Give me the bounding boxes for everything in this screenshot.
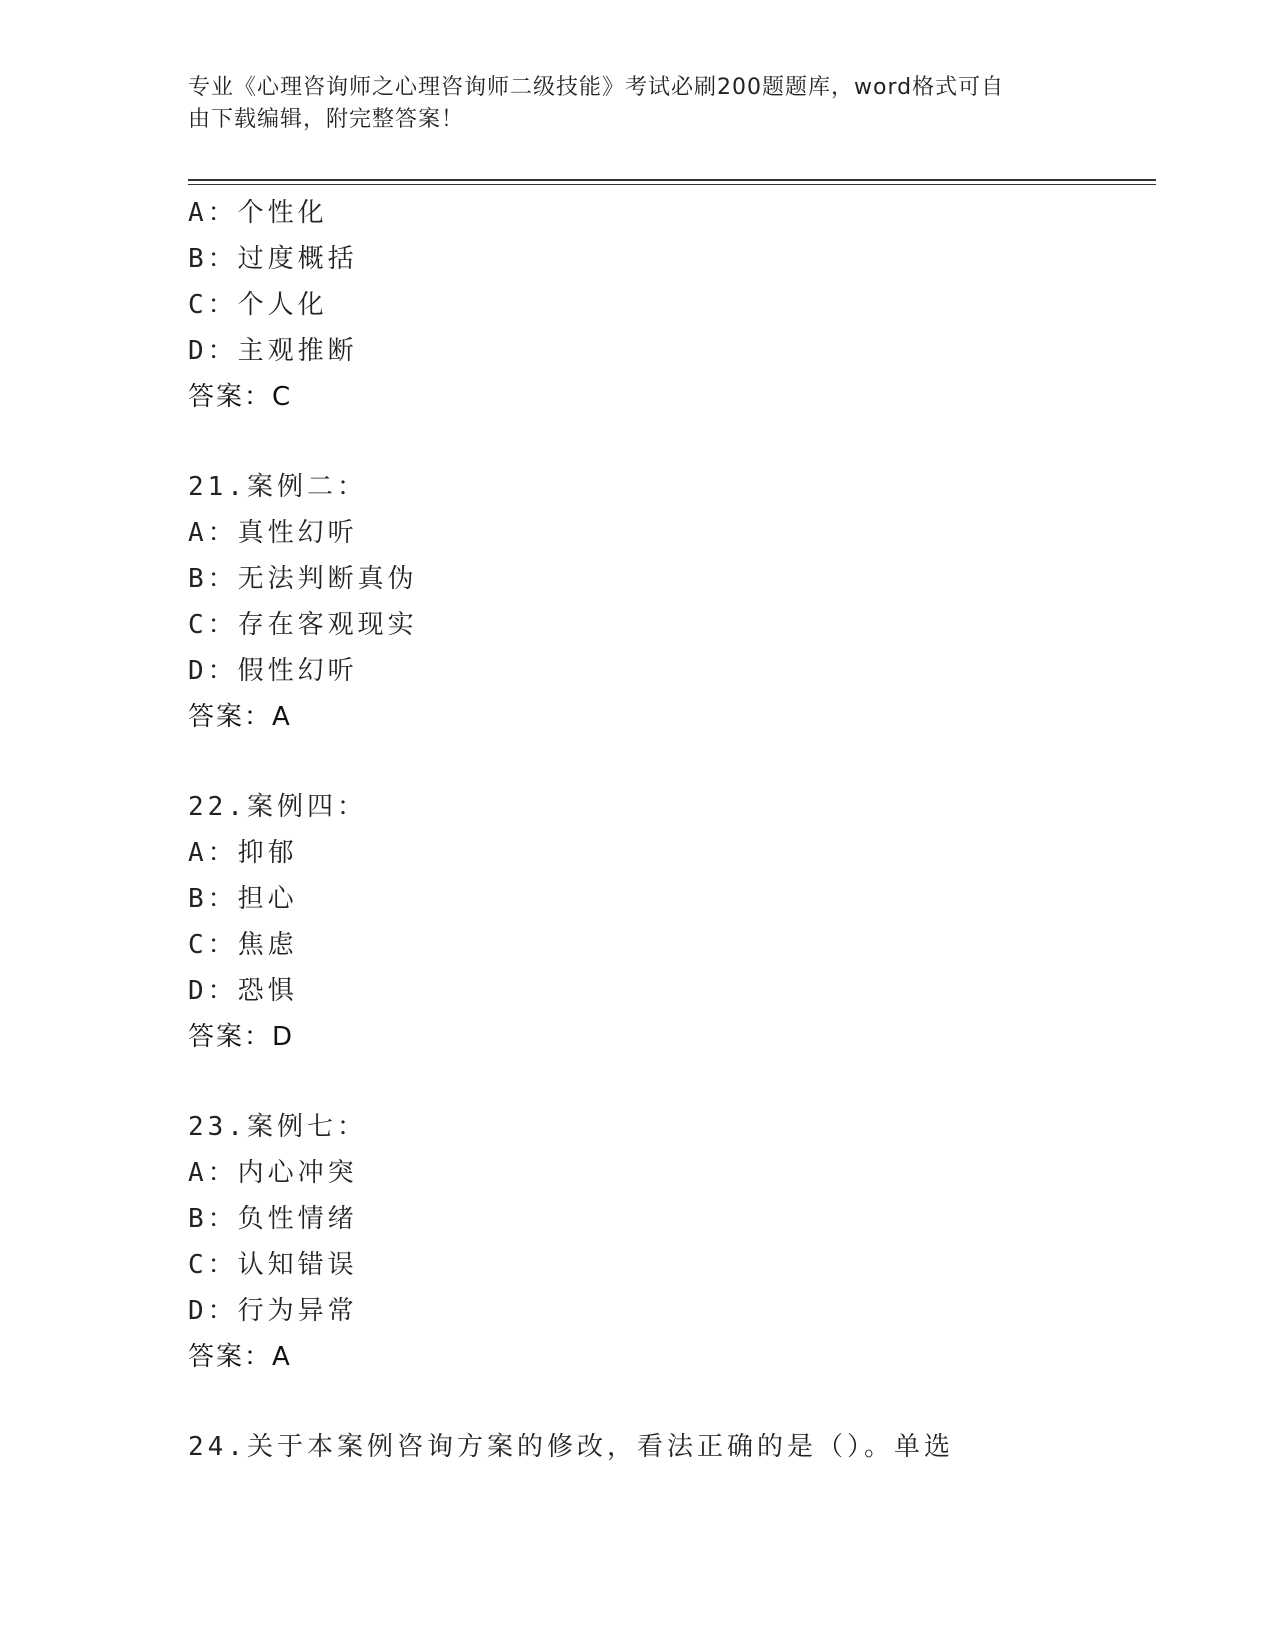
option-d: D：恐惧 — [188, 976, 298, 1006]
question-block-21 — [188, 464, 1148, 740]
question-block-20 — [188, 190, 1148, 420]
answer-line: 答案：A — [188, 702, 292, 732]
header-line-1: 专业《心理咨询师之心理咨询师二级技能》考试必刷200题题库，word格式可自 — [188, 75, 1005, 100]
option-c: C：焦虑 — [188, 930, 298, 960]
header-line-2: 由下载编辑，附完整答案！ — [188, 107, 465, 132]
option-c: C：个人化 — [188, 290, 328, 320]
option-c: C：存在客观现实 — [188, 610, 418, 640]
answer-line: 答案：A — [188, 1342, 292, 1372]
question-list — [188, 190, 1148, 1470]
option-d: D：行为异常 — [188, 1296, 358, 1326]
option-b: B：无法判断真伪 — [188, 564, 418, 594]
option-a: A：真性幻听 — [188, 518, 358, 548]
question-stem: 23.案例七： — [188, 1112, 367, 1142]
question-block-24 — [188, 1424, 1148, 1470]
option-d: D：主观推断 — [188, 336, 358, 366]
header-divider — [188, 179, 1156, 185]
question-block-22 — [188, 784, 1148, 1060]
question-block-23 — [188, 1104, 1148, 1380]
answer-line: 答案：D — [188, 1022, 295, 1052]
answer-line: 答案：C — [188, 382, 293, 412]
option-b: B：过度概括 — [188, 244, 358, 274]
question-stem: 24.关于本案例咨询方案的修改，看法正确的是（）。单选 — [188, 1432, 954, 1462]
option-b: B：负性情绪 — [188, 1204, 358, 1234]
option-d: D：假性幻听 — [188, 656, 358, 686]
option-a: A：抑郁 — [188, 838, 298, 868]
question-stem: 22.案例四： — [188, 792, 367, 822]
document-header — [188, 72, 1068, 136]
question-stem: 21.案例二： — [188, 472, 367, 502]
option-a: A：内心冲突 — [188, 1158, 358, 1188]
option-b: B：担心 — [188, 884, 298, 914]
option-c: C：认知错误 — [188, 1250, 358, 1280]
option-a: A：个性化 — [188, 198, 328, 228]
